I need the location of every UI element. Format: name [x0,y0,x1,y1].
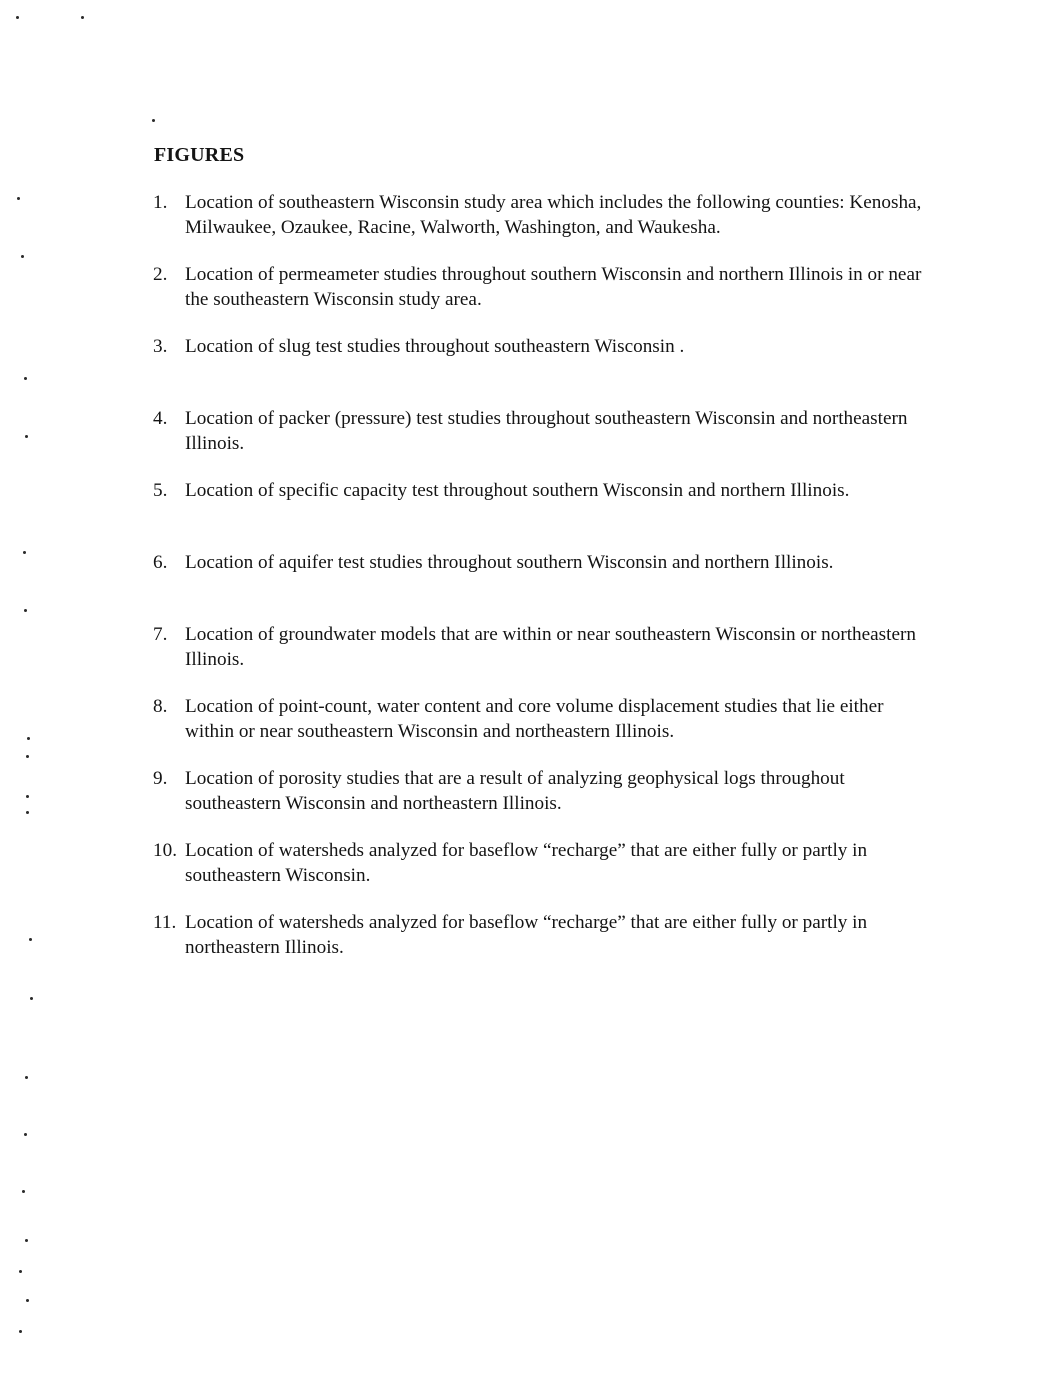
figure-caption: Location of porosity studies that are a result of analyzing geophysical logs throughout southeastern Wisconsin and northeastern Illinois. [185,768,845,814]
figure-list [153,190,923,982]
scan-speck [21,255,24,258]
figure-caption: Location of slug test studies throughout southeastern Wisconsin . [185,336,685,357]
scan-speck [81,16,84,19]
figure-caption: Location of specific capacity test throughout southern Wisconsin and northern Illinois. [185,480,850,501]
figure-number: 11. [153,912,177,933]
scan-speck [24,609,27,612]
page-heading: FIGURES [154,144,245,166]
figure-list-item [153,334,923,406]
figure-list-item [153,694,923,766]
figure-number: 6. [153,552,168,573]
figure-caption: Location of watersheds analyzed for baseflow “recharge” that are either fully or partly in northeastern Illinois. [185,912,868,958]
scan-speck [16,16,19,19]
figure-number: 7. [153,624,168,645]
figure-list-item [153,262,923,334]
scan-speck [26,1299,29,1302]
figure-list-item [153,478,923,550]
scan-speck [19,1270,22,1273]
scan-speck [26,795,29,798]
scan-speck [25,1076,28,1079]
figure-list-item [153,838,923,910]
figure-list-item [153,766,923,838]
figure-number: 1. [153,192,168,213]
scan-speck [23,551,26,554]
scan-speck [152,119,155,122]
scan-speck [22,1190,25,1193]
scan-speck [27,737,30,740]
scan-speck [30,997,33,1000]
figure-number: 10. [153,840,177,861]
scan-speck [24,1133,27,1136]
figure-list-item [153,406,923,478]
figure-list-item [153,910,923,982]
scan-speck [26,755,29,758]
figure-caption: Location of groundwater models that are within or near southeastern Wisconsin or northeastern Illinois. [185,624,916,670]
figure-number: 9. [153,768,168,789]
figure-caption: Location of aquifer test studies throughout southern Wisconsin and northern Illinois. [185,552,834,573]
figure-list-item [153,190,923,262]
figure-number: 8. [153,696,168,717]
figure-number: 4. [153,408,168,429]
scan-speck [24,377,27,380]
figure-list-item [153,550,923,622]
figure-number: 5. [153,480,168,501]
figure-caption: Location of point-count, water content and core volume displacement studies that lie either within or near southeastern Wisconsin and northeastern Illinois. [185,696,884,742]
figure-caption: Location of southeastern Wisconsin study area which includes the following counties: Kenosha, Milwaukee, Ozaukee, Racine, Walworth, Washington, and Waukesha. [185,192,922,238]
scan-speck [29,938,32,941]
figure-caption: Location of permeameter studies throughout southern Wisconsin and northern Illinois in or near the southeastern Wisconsin study area. [185,264,922,310]
scan-speck [25,435,28,438]
scan-speck [25,1239,28,1242]
figure-caption: Location of watersheds analyzed for baseflow “recharge” that are either fully or partly in southeastern Wisconsin. [185,840,868,886]
figure-list-item [153,622,923,694]
figure-caption: Location of packer (pressure) test studies throughout southeastern Wisconsin and northeastern Illinois. [185,408,908,454]
figure-number: 3. [153,336,168,357]
scan-speck [17,197,20,200]
scan-speck [26,811,29,814]
figure-number: 2. [153,264,168,285]
scan-speck [19,1330,22,1333]
